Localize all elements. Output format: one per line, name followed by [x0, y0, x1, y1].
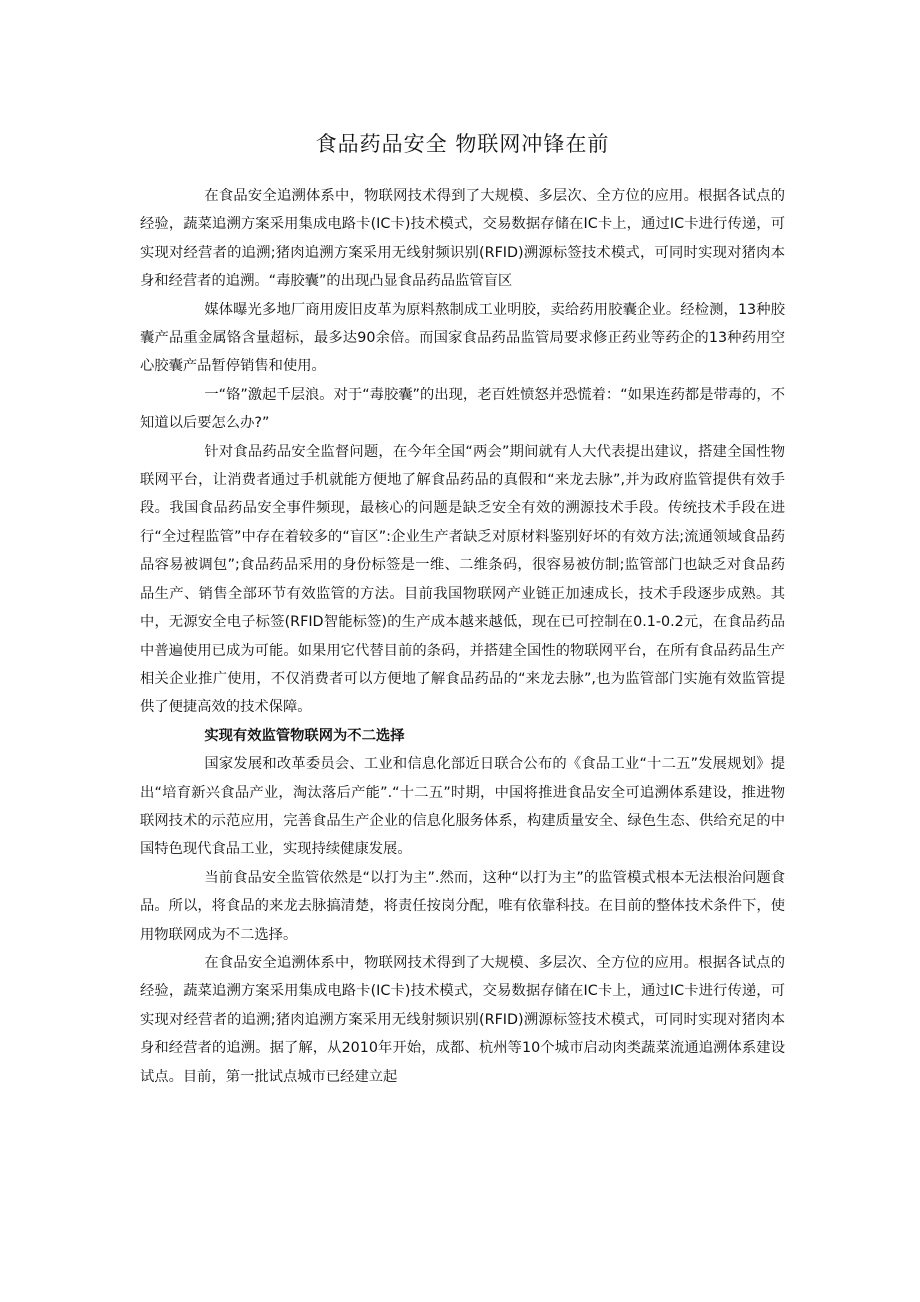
- paragraph: 针对食品药品安全监督问题，在今年全国“两会”期间就有人大代表提出建议，搭建全国性物联网平台，让消费者通过手机就能方便地了解食品药品的真假和“来龙去脉”,并为政府监管提供有效手段。我国食品药品安全事件频现，最核心的问题是缺乏安全有效的溯源技术手段。传统技术手段在进行“全过程监管”中存在着较多的“盲区”:企业生产者缺乏对原材料鉴别好坏的有效方法;流通领域食品药品容易被调包”;食品药品采用的身份标签是一维、二维条码，很容易被仿制;监管部门也缺乏对食品药品生产、销售全部环节有效监管的方法。目前我国物联网产业链正加速成长，技术手段逐步成熟。其中，无源安全电子标签(RFID智能标签)的生产成本越来越低，现在已可控制在0.1-0.2元，在食品药品中普遍使用已成为可能。如果用它代替目前的条码，并搭建全国性的物联网平台，在所有食品药品生产相关企业推广使用，不仅消费者可以方便地了解食品药品的“来龙去脉”,也为监管部门实施有效监管提供了便捷高效的技术保障。: [140, 443, 785, 716]
- document-page: [140, 128, 785, 1091]
- document-title: 食品药品安全 物联网冲锋在前: [315, 132, 610, 156]
- paragraph: 在食品安全追溯体系中，物联网技术得到了大规模、多层次、全方位的应用。根据各试点的经验，蔬菜追溯方案采用集成电路卡(IC卡)技术模式，交易数据存储在IC卡上，通过IC卡进行传递，可实现对经营者的追溯;猪肉追溯方案采用无线射频识别(RFID)溯源标签技术模式，可同时实现对猪肉本身和经营者的追溯。据了解，从2010年开始，成都、杭州等10个城市启动肉类蔬菜流通追溯体系建设试点。目前，第一批试点城市已经建立起: [140, 954, 785, 1085]
- paragraph: 一“铬”激起千层浪。对于“毒胶囊”的出现，老百姓愤怒并恐慌着：“如果连药都是带毒的，不知道以后要怎么办?”: [140, 386, 785, 432]
- paragraph: 在食品安全追溯体系中，物联网技术得到了大规模、多层次、全方位的应用。根据各试点的经验，蔬菜追溯方案采用集成电路卡(IC卡)技术模式，交易数据存储在IC卡上，通过IC卡进行传递，可实现对经营者的追溯;猪肉追溯方案采用无线射频识别(RFID)溯源标签技术模式，可同时实现对猪肉本身和经营者的追溯。“毒胶囊”的出现凸显食品药品监管盲区: [140, 188, 785, 290]
- paragraph: 当前食品安全监管依然是“以打为主”.然而，这种“以打为主”的监管模式根本无法根治问题食品。所以，将食品的来龙去脉搞清楚，将责任按岗分配，唯有依靠科技。在目前的整体技术条件下，使用物联网成为不二选择。: [140, 869, 785, 943]
- paragraph: 媒体曝光多地厂商用废旧皮革为原料熬制成工业明胶，卖给药用胶囊企业。经检测，13种胶囊产品重金属铬含量超标，最多达90余倍。而国家食品药品监管局要求修正药业等药企的13种药用空心胶囊产品暂停销售和使用。: [140, 301, 785, 375]
- paragraph: 国家发展和改革委员会、工业和信息化部近日联合公布的《食品工业“十二五”发展规划》提出“培育新兴食品产业，淘汰落后产能”.“十二五”时期，中国将推进食品安全可追溯体系建设，推进物联网技术的示范应用，完善食品生产企业的信息化服务体系，构建质量安全、绿色生态、供给充足的中国特色现代食品工业，实现持续健康发展。: [140, 756, 785, 858]
- section-heading: 实现有效监管物联网为不二选择: [204, 727, 405, 744]
